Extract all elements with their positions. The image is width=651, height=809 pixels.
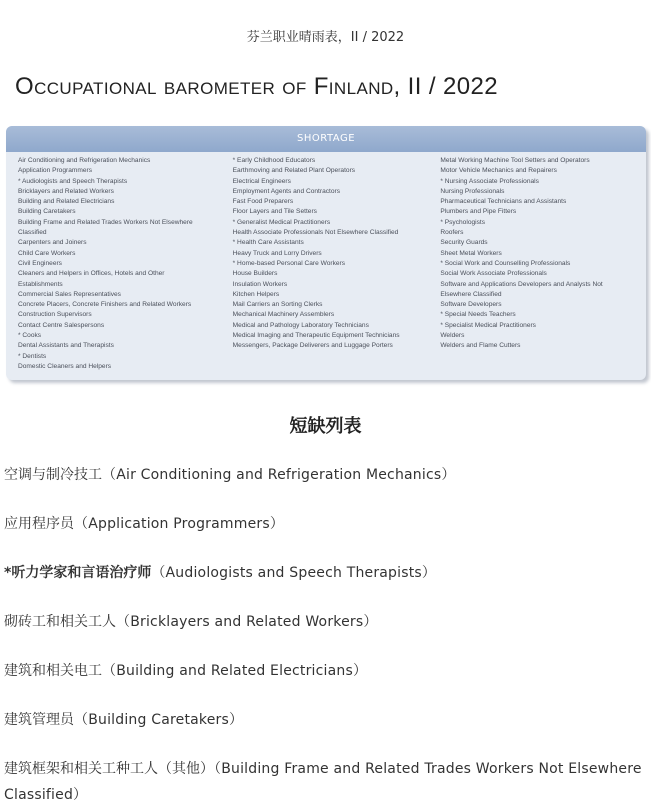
occupation-item: * Dentists xyxy=(18,352,47,360)
occupation-item: Metal Working Machine Tool Setters and Operators xyxy=(440,157,590,164)
occupation-item: Electrical Engineers xyxy=(232,177,291,185)
occupation-item: Software Developers xyxy=(440,301,502,309)
list-item xyxy=(4,756,644,808)
list-item-chinese: 建筑管理员 xyxy=(4,712,74,728)
occupation-item: Carpenters and Joiners xyxy=(18,239,87,247)
shortage-panel-columns xyxy=(6,152,646,372)
occupation-item: Application Programmers xyxy=(18,167,93,175)
occupation-item: Classified xyxy=(18,229,47,237)
occupation-item: House Builders xyxy=(232,270,278,278)
occupation-item: Mechanical Machinery Assemblers xyxy=(232,311,335,319)
list-item xyxy=(4,609,644,635)
occupation-item: Insulation Workers xyxy=(232,280,288,288)
shortage-column-3 xyxy=(440,156,640,372)
occupation-item: * Specialist Medical Practitioners xyxy=(440,321,536,329)
occupation-item: Motor Vehicle Mechanics and Repairers xyxy=(440,167,557,175)
occupation-item: * Early Childhood Educators xyxy=(232,157,316,164)
occupation-item: Bricklayers and Related Workers xyxy=(18,187,114,195)
occupation-item: Plumbers and Pipe Fitters xyxy=(440,208,517,216)
occupation-item: Fast Food Preparers xyxy=(232,198,294,206)
section-heading: 短缺列表 xyxy=(289,416,362,437)
list-item xyxy=(4,511,644,537)
occupation-item: Roofers xyxy=(440,229,464,237)
occupation-item: Cleaners and Helpers in Offices, Hotels and Other xyxy=(18,270,165,278)
list-item-chinese: 空调与制冷技工 xyxy=(4,467,102,483)
occupation-item: * Psychologists xyxy=(440,218,486,226)
occupation-item: Mail Carriers an Sorting Clerks xyxy=(232,301,323,309)
list-item-chinese: 砌砖工和相关工人 xyxy=(4,614,116,630)
occupation-item: Concrete Placers, Concrete Finishers and Related Workers xyxy=(18,301,192,309)
occupation-item: Floor Layers and Tile Setters xyxy=(232,208,317,216)
occupation-item: Construction Supervisors xyxy=(18,311,92,319)
occupation-item: Security Guards xyxy=(440,239,488,247)
occupation-item: Air Conditioning and Refrigeration Mechanics xyxy=(18,157,151,164)
occupation-item: Elsewhere Classified xyxy=(440,290,502,298)
occupation-item: Health Associate Professionals Not Elsewhere Classified xyxy=(232,229,399,237)
occupation-item: Establishments xyxy=(18,280,63,288)
occupation-item: Messengers, Package Deliverers and Luggage Porters xyxy=(232,342,393,350)
occupation-item: Employment Agents and Contractors xyxy=(232,187,341,195)
shortage-column-2 xyxy=(233,156,441,372)
occupation-item: Sheet Metal Workers xyxy=(440,249,502,257)
occupation-item: Nursing Professionals xyxy=(440,187,505,195)
list-item-english: （Application Programmers） xyxy=(74,516,285,532)
list-item-chinese: 建筑框架和相关工种工人（其他） xyxy=(4,761,214,777)
list-item-english: （Air Conditioning and Refrigeration Mechanics） xyxy=(102,467,456,483)
occupation-item: Building Caretakers xyxy=(18,208,76,216)
occupation-item: Medical Imaging and Therapeutic Equipment Technicians xyxy=(232,332,400,340)
occupation-item: Welders xyxy=(440,332,465,340)
occupation-item: Domestic Cleaners and Helpers xyxy=(18,362,112,370)
occupation-item: Earthmoving and Related Plant Operators xyxy=(232,167,356,175)
occupation-item: Pharmaceutical Technicians and Assistants xyxy=(440,198,567,206)
list-item-english: （Audiologists and Speech Therapists） xyxy=(151,565,437,581)
occupation-item: * Social Work and Counselling Professionals xyxy=(440,259,571,267)
list-item xyxy=(4,658,644,684)
occupation-item: Heavy Truck and Lorry Drivers xyxy=(232,249,322,257)
list-item-english: （Building and Related Electricians） xyxy=(102,663,368,679)
shortage-list xyxy=(4,462,644,808)
shortage-panel xyxy=(6,126,646,380)
occupation-item: Social Work Associate Professionals xyxy=(440,270,547,278)
occupation-item: Civil Engineers xyxy=(18,259,62,267)
occupation-item: Building and Related Electricians xyxy=(18,198,115,206)
occupation-item: * Special Needs Teachers xyxy=(440,311,516,319)
occupation-item: Dental Assistants and Therapists xyxy=(18,342,114,350)
list-item-chinese: *听力学家和言语治疗师 xyxy=(4,565,152,581)
shortage-panel-header: SHORTAGE xyxy=(6,126,646,152)
shortage-column-1 xyxy=(18,156,233,372)
list-item-english: （Bricklayers and Related Workers） xyxy=(116,614,378,630)
occupation-item: Welders and Flame Cutters xyxy=(440,342,521,350)
occupation-item: Contact Centre Salespersons xyxy=(18,321,105,329)
occupation-item: Building Frame and Related Trades Workers Not Elsewhere xyxy=(18,218,193,226)
occupation-item: Child Care Workers xyxy=(18,249,76,257)
occupation-item: Kitchen Helpers xyxy=(232,290,280,298)
list-item xyxy=(4,707,644,733)
list-item-english: （Building Caretakers） xyxy=(74,712,244,728)
page-title xyxy=(15,73,498,101)
list-item-chinese: 应用程序员 xyxy=(4,516,74,532)
list-item xyxy=(4,462,644,488)
occupation-item: * Health Care Assistants xyxy=(232,239,304,247)
occupation-item: * Nursing Associate Professionals xyxy=(440,177,539,185)
occupation-item: * Audiologists and Speech Therapists xyxy=(18,177,128,185)
occupation-item: Commercial Sales Representatives xyxy=(18,290,121,298)
list-item xyxy=(4,560,644,586)
page-caption: 芬兰职业晴雨表，II / 2022 xyxy=(246,30,405,45)
occupation-item: Medical and Pathology Laboratory Technicians xyxy=(232,321,369,329)
occupation-item: * Home-based Personal Care Workers xyxy=(232,259,346,267)
list-item-english: （Building Frame and Related Trades Workers Not Elsewhere Classified） xyxy=(4,761,642,803)
page-title-text: Occupational barometer of Finland, II / 2022 xyxy=(15,73,499,100)
occupation-item: * Generalist Medical Practitioners xyxy=(232,218,331,226)
list-item-chinese: 建筑和相关电工 xyxy=(4,663,102,679)
occupation-item: * Cooks xyxy=(18,332,42,340)
occupation-item: Software and Applications Developers and Analysts Not xyxy=(440,280,603,288)
